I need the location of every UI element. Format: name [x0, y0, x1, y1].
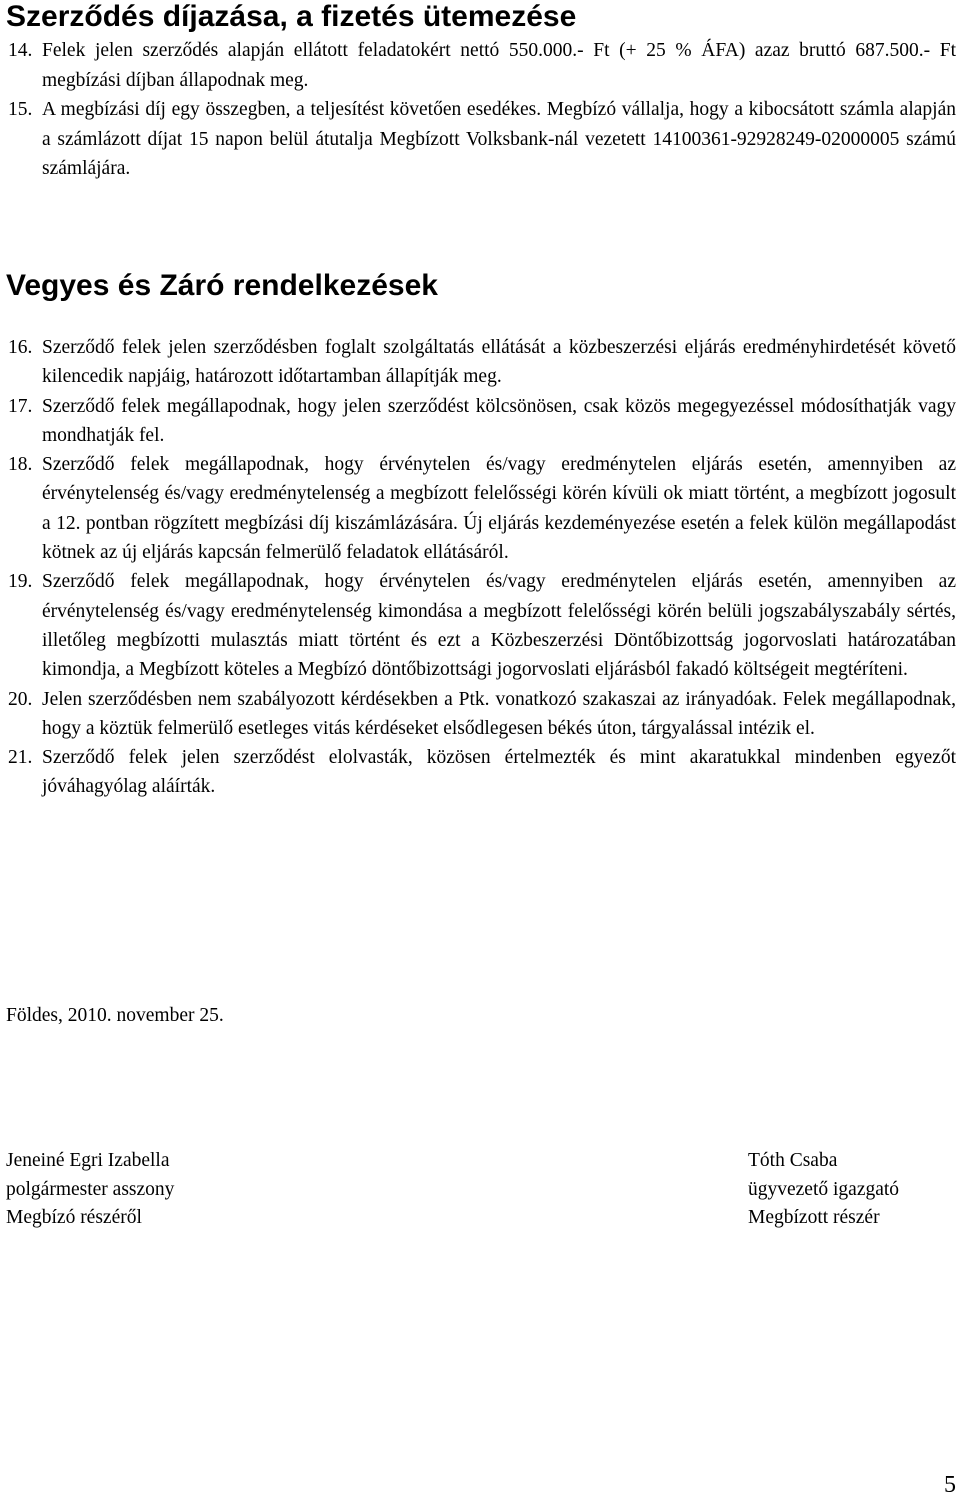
- signer-name: Tóth Csaba: [748, 1150, 838, 1171]
- signature-block-contractor: [748, 1147, 899, 1233]
- clause-text: A megbízási díj egy összegben, a teljesítést követően esedékes. Megbízó vállalja, hogy a kibocsátott számla alapján a számlázott díjat 15 napon belül átutalja Megbízott Volksbank-nál vezetett 14100361-92928249-02000005 számú számlájára.: [42, 99, 956, 179]
- clause-21: [8, 743, 956, 802]
- signer-title: ügyvezető igazgató: [748, 1178, 900, 1200]
- clause-text: Jelen szerződésben nem szabályozott kérdésekben a Ptk. vonatkozó szakaszai az irányadóak. Felek megállapodnak, hogy a köztük felmerülő esetleges vitás kérdéseket elsődlegesen békés úton, tárgyalással intézik el.: [42, 688, 956, 739]
- clause-number: 21.: [8, 747, 33, 769]
- section-title-final-provisions: Vegyes és Záró rendelkezések: [6, 269, 438, 302]
- clause-text: Szerződő felek megállapodnak, hogy érvénytelen és/vagy eredménytelen eljárás esetén, amennyiben az érvénytelenség és/vagy eredménytelenség a megbízott felelősségi körén kívüli ok miatt történt, a megbízott jogosult a 12. pontban rögzített megbízási díj kiszámlázására. Új eljárás kezdeményezése esetén a felek külön megállapodást kötnek az új eljárás kapcsán felmerülő feladatok ellátásáról.: [42, 454, 956, 564]
- final-provisions-section: [8, 333, 956, 802]
- clause-text: Szerződő felek megállapodnak, hogy jelen szerződést kölcsönösen, csak közös megegyezéssel módosíthatják vagy mondhatják fel.: [42, 395, 956, 446]
- clause-text: Szerződő felek jelen szerződést elolvasták, közösen értelmezték és mint akaratukkal mindenben egyezőt jóváhagyólag aláírták.: [42, 747, 956, 798]
- page-number: 5: [944, 1472, 956, 1498]
- clause-14: [8, 36, 956, 95]
- signer-title: polgármester asszony: [6, 1178, 175, 1200]
- fee-and-payment-section: [8, 36, 956, 184]
- signature-block-client: [6, 1147, 174, 1233]
- place-and-date: Földes, 2010. november 25.: [6, 1005, 224, 1026]
- clause-number: 20.: [8, 688, 33, 710]
- clause-number: 15.: [8, 99, 33, 120]
- clause-17: [8, 392, 956, 451]
- clause-number: 14.: [8, 40, 33, 61]
- clause-19: [8, 567, 956, 684]
- signer-role: Megbízó részéről: [6, 1207, 142, 1229]
- clause-text: Szerződő felek jelen szerződésben foglalt szolgáltatás ellátását a közbeszerzési eljárás eredményhirdetését követő kilencedik napjáig, határozott időtartamban állapítják meg.: [42, 337, 956, 388]
- clause-20: [8, 685, 956, 744]
- clause-number: 18.: [8, 454, 33, 476]
- clause-number: 19.: [8, 571, 33, 593]
- clause-number: 17.: [8, 395, 33, 417]
- signer-role: Megbízott részér: [748, 1207, 880, 1229]
- clause-18: [8, 450, 956, 567]
- section-title-fee-and-payment: Szerződés díjazása, a fizetés ütemezése: [6, 0, 577, 33]
- signer-name: Jeneiné Egri Izabella: [6, 1150, 170, 1171]
- clause-text: Felek jelen szerződés alapján ellátott feladatokért nettó 550.000.- Ft (+ 25 % ÁFA) azaz bruttó 687.500.- Ft megbízási díjban állapodnak meg.: [42, 40, 956, 91]
- clause-text: Szerződő felek megállapodnak, hogy érvénytelen és/vagy eredménytelen eljárás esetén, amennyiben az érvénytelenség és/vagy eredménytelenség kimondása a megbízott felelősségi körén belüli jogszabályszabály sértés, illetőleg megbízotti mulasztás miatt történt és ezt a Közbeszerzési Döntőbizottság jogorvoslati határozatában kimondja, a Megbízott köteles a Megbízó döntőbizottsági jogorvoslati eljárásból fakadó költségeit megtéríteni.: [42, 571, 956, 681]
- clause-15: [8, 95, 956, 184]
- clause-16: [8, 333, 956, 392]
- clause-number: 16.: [8, 337, 33, 358]
